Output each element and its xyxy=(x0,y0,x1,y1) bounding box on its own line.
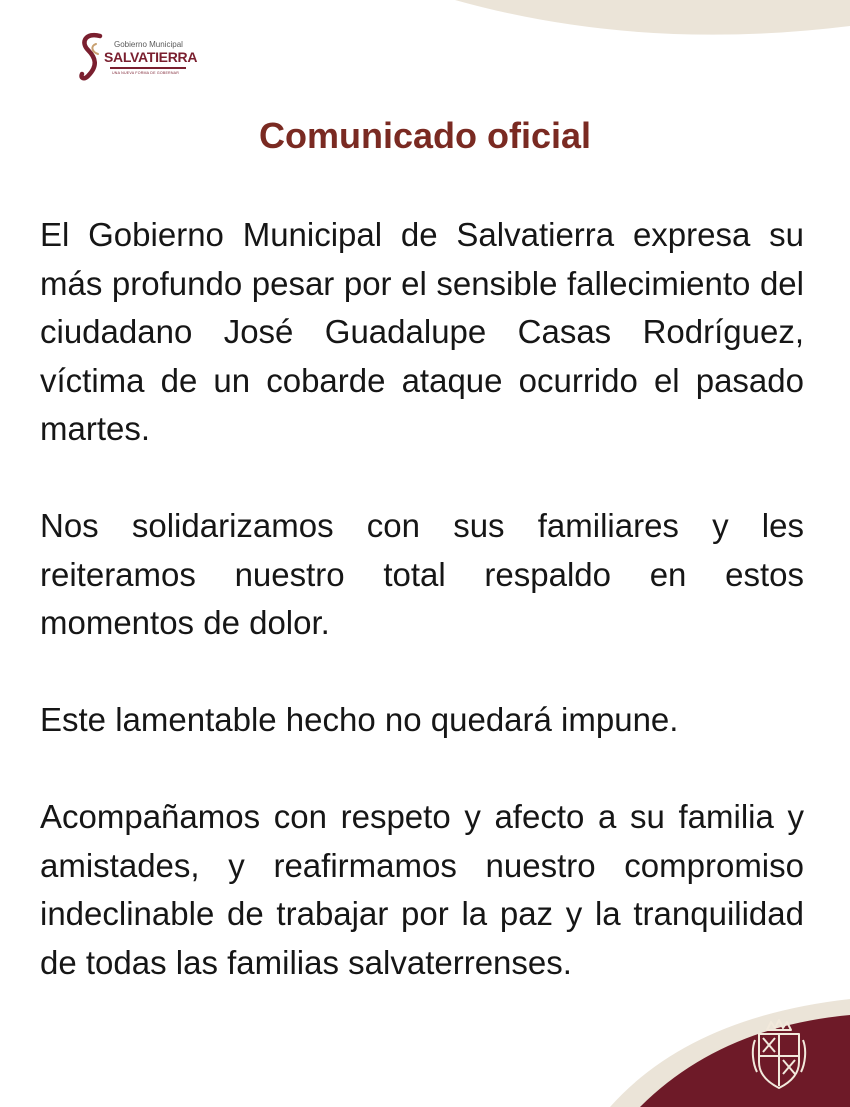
logo-tagline: UNA NUEVA FORMA DE GOBERNAR xyxy=(112,71,180,75)
logo-top-line: Gobierno Municipal xyxy=(114,40,183,49)
paragraph-commitment: Acompañamos con respeto y afecto a su familia y amistades, y reafirmamos nuestro compromiso indeclinable de trabajar por la paz y la tranquilidad de todas las familias salvaterrenses. xyxy=(40,798,804,981)
bottom-decorative-curve xyxy=(0,987,850,1107)
logo-name: SALVATIERRA xyxy=(104,49,198,65)
paragraph-condolence: El Gobierno Municipal de Salvatierra expresa su más profundo pesar por el sensible fallecimiento del ciudadano José Guadalupe Casas Rodríguez, víctima de un cobarde ataque ocurrido el pasado martes. xyxy=(40,216,804,447)
paragraph-justice: Este lamentable hecho no quedará impune. xyxy=(40,701,679,738)
logo-divider xyxy=(110,67,186,69)
municipal-logo xyxy=(76,30,206,82)
statement-body xyxy=(40,211,804,987)
page-title: Comunicado oficial xyxy=(258,115,592,156)
paragraph-solidarity: Nos solidarizamos con sus familiares y les reiteramos nuestro total respaldo en estos momentos de dolor. xyxy=(40,507,804,641)
municipal-coat-of-arms-icon xyxy=(749,1016,809,1092)
